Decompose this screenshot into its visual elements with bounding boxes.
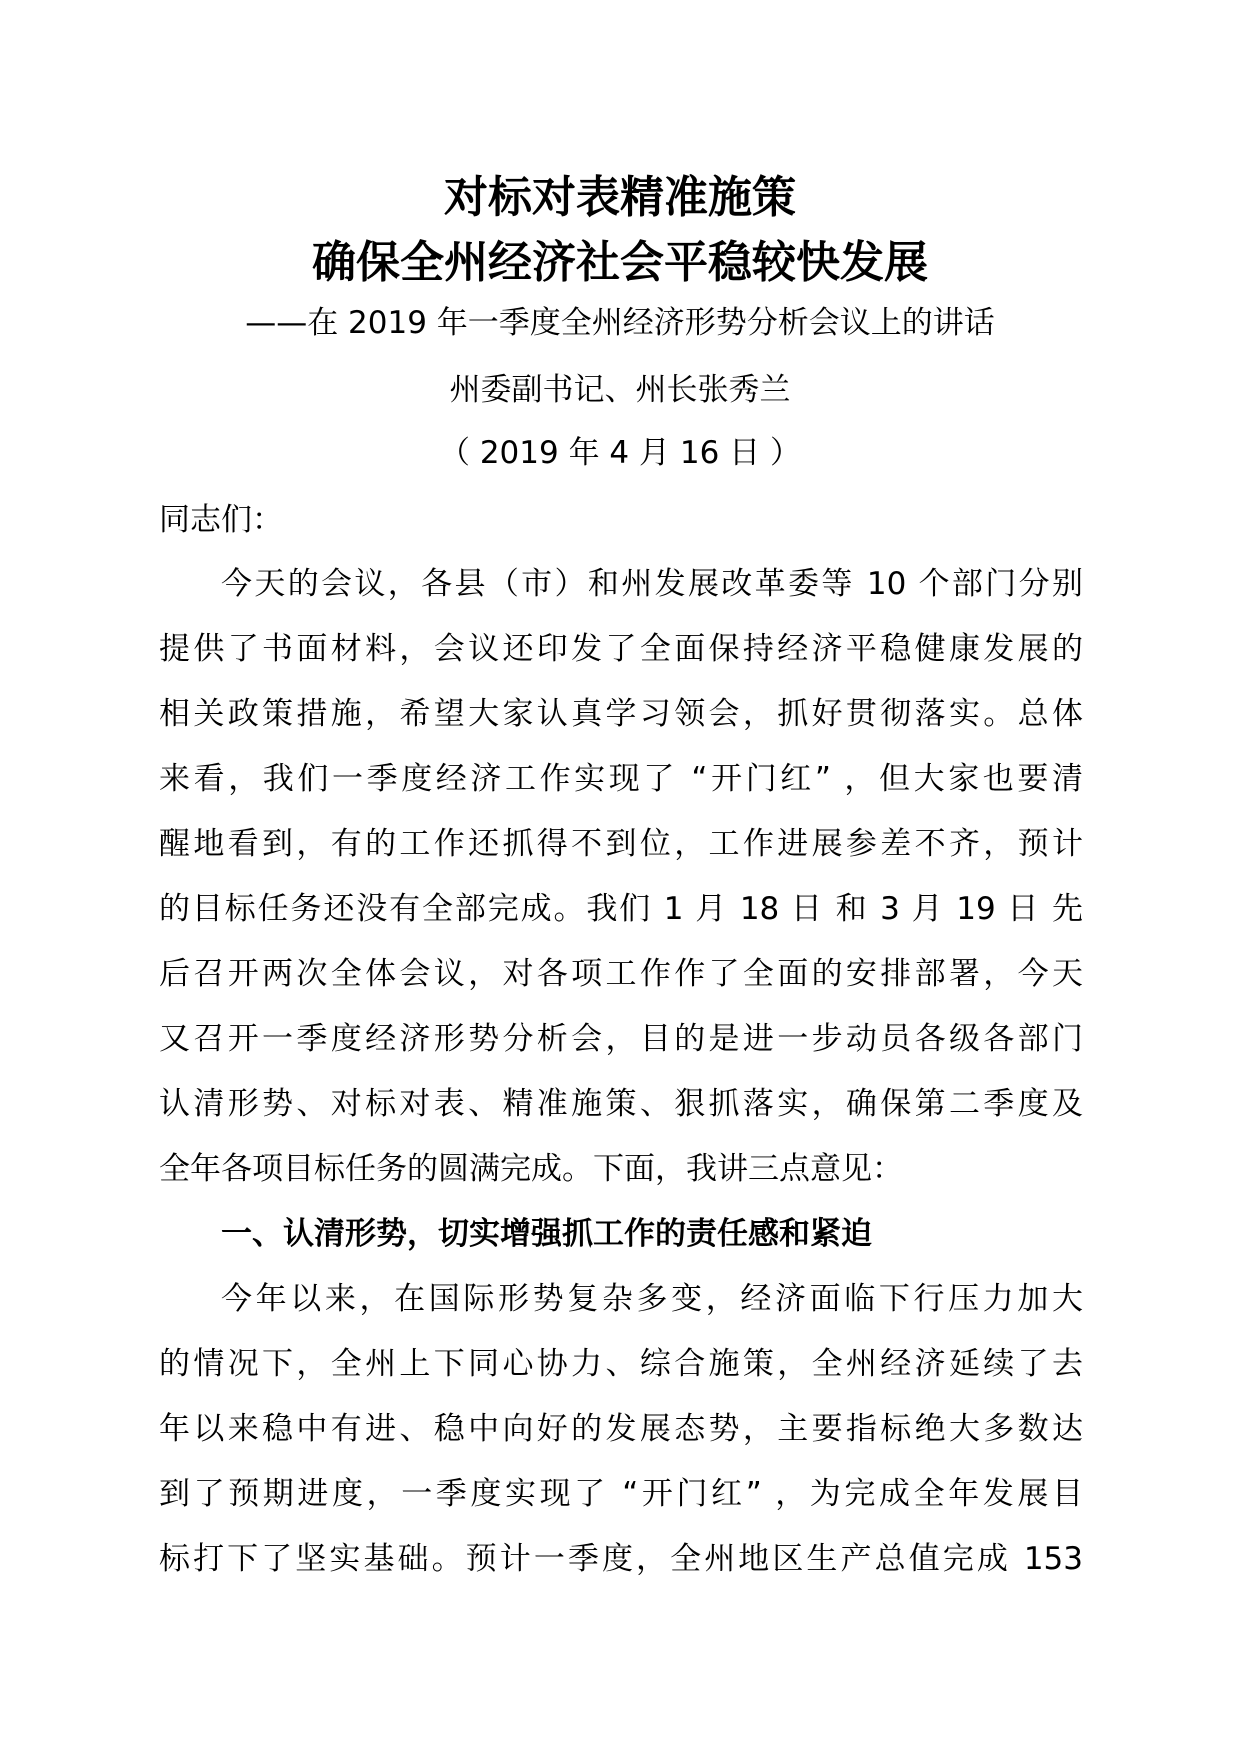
- paragraph-line: 的目标任务还没有全部完成。我们 1 月 18 日 和 3 月 19 日 先: [159, 891, 1083, 927]
- paragraph-line: 到了预期进度，一季度实现了 “开门红” ，为完成全年发展目: [159, 1476, 1083, 1512]
- paragraph-line: 提供了书面材料，会议还印发了全面保持经济平稳健康发展的: [159, 631, 1083, 667]
- subtitle: ——在 2019 年一季度全州经济形势分析会议上的讲话: [245, 305, 995, 341]
- title-line-2: 确保全州经济社会平稳较快发展: [312, 237, 928, 288]
- paragraph-line: 来看，我们一季度经济工作实现了 “开门红” ，但大家也要清: [159, 761, 1083, 797]
- date-line: （ 2019 年 4 月 16 日 ）: [438, 435, 802, 471]
- paragraph-line: 醒地看到，有的工作还抓得不到位，工作进展参差不齐，预计: [159, 826, 1083, 862]
- speaker-line: 州委副书记、州长张秀兰: [449, 372, 791, 408]
- section-heading-1: 一、认清形势，切实增强抓工作的责任感和紧迫: [221, 1216, 872, 1252]
- greeting: 同志们：: [159, 502, 283, 538]
- paragraph-line: 今天的会议，各县（市）和州发展改革委等 10 个部门分别: [221, 566, 1083, 602]
- paragraph-line: 认清形势、对标对表、精准施策、狠抓落实，确保第二季度及: [159, 1086, 1083, 1122]
- paragraph-line: 全年各项目标任务的圆满完成。下面，我讲三点意见：: [159, 1151, 903, 1187]
- paragraph-line: 标打下了坚实基础。预计一季度，全州地区生产总值完成 153: [159, 1541, 1083, 1577]
- title-line-1: 对标对表精准施策: [444, 172, 796, 223]
- paragraph-line: 后召开两次全体会议，对各项工作作了全面的安排部署，今天: [159, 956, 1083, 992]
- paragraph-line: 的情况下，全州上下同心协力、综合施策，全州经济延续了去: [159, 1346, 1083, 1382]
- paragraph-line: 又召开一季度经济形势分析会，目的是进一步动员各级各部门: [159, 1021, 1083, 1057]
- paragraph-line: 年以来稳中有进、稳中向好的发展态势，主要指标绝大多数达: [159, 1411, 1083, 1447]
- paragraph-line: 今年以来，在国际形势复杂多变，经济面临下行压力加大: [221, 1281, 1083, 1317]
- paragraph-line: 相关政策措施，希望大家认真学习领会，抓好贯彻落实。总体: [159, 696, 1083, 732]
